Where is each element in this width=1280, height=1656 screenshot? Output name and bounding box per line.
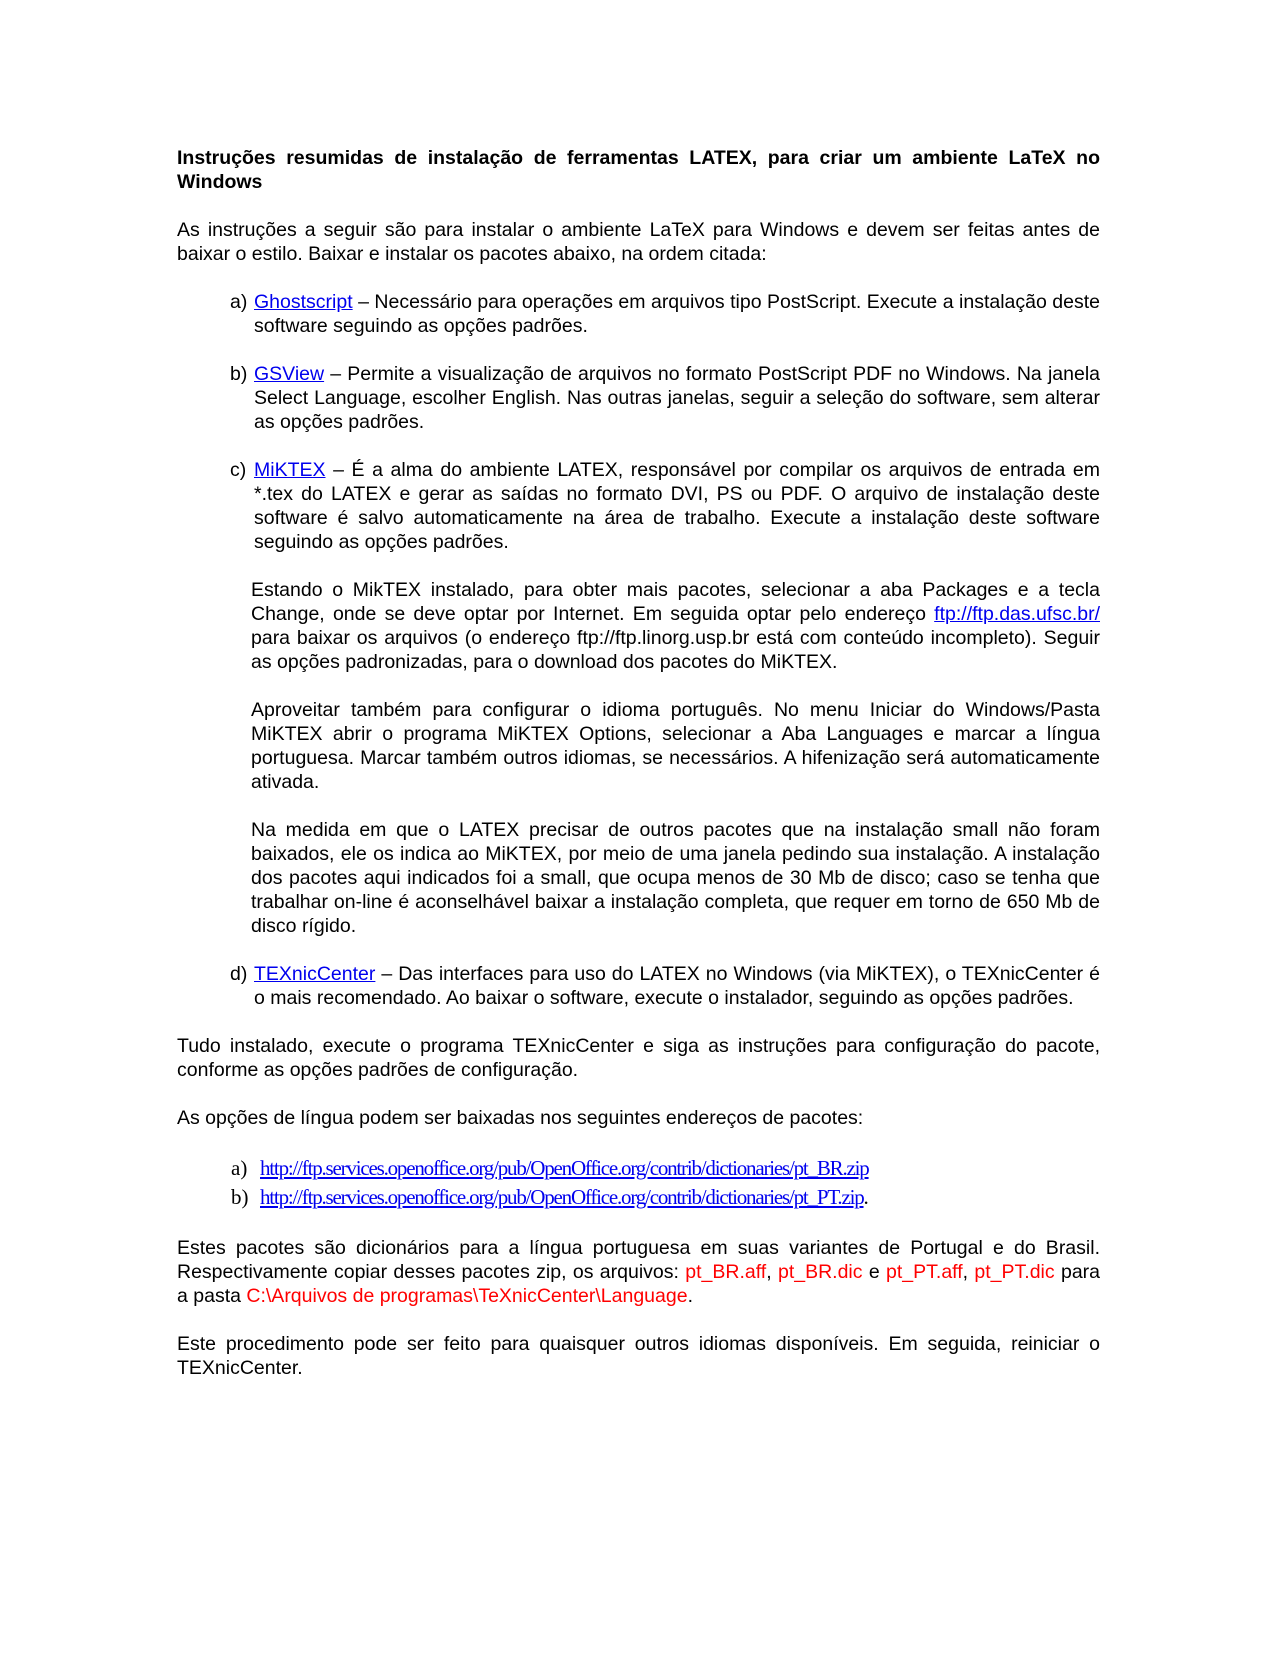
after-install-paragraph: Tudo instalado, execute o programa TEXnicCenter e siga as instruções para configuração do pacote, conforme as opções padrões de configuração. [177,1035,1100,1081]
url-list-item [177,1154,1100,1183]
url-suffix: . [863,1185,868,1209]
dictionaries-paragraph [177,1236,1100,1308]
file-pt-br-aff: pt_BR.aff [685,1261,767,1283]
pt-pt-dictionary-link[interactable]: http://ftp.services.openoffice.org/pub/OpenOffice.org/contrib/dictionaries/pt_PT.zip [260,1185,864,1209]
document-title: Instruções resumidas de instalação de ferramentas LATEX, para criar um ambiente LaTeX no Windows [177,147,1100,193]
list-item-ghostscript [177,290,1100,338]
pt-br-dictionary-link[interactable]: http://ftp.services.openoffice.org/pub/OpenOffice.org/contrib/dictionaries/pt_BR.zip [260,1156,869,1180]
texniccenter-link[interactable]: TEXnicCenter [254,963,376,985]
list-item-text: – Permite a visualização de arquivos no formato PostScript PDF no Windows. Na janela Select Language, escolher English. Nas outras janelas, seguir a seleção do software, sem alterar as opções padrões. [254,363,1100,433]
list-item-text: – Das interfaces para uso do LATEX no Windows (via MiKTEX), o TEXnicCenter é o mais recomendado. Ao baixar o software, execute o instalador, seguindo as opções padrões. [254,963,1100,1009]
miktex-small-install-paragraph: Na medida em que o LATEX precisar de outros pacotes que na instalação small não foram baixados, ele os indica ao MiKTEX, por meio de uma janela pedindo sua instalação. A instalação dos pacotes aqui indicados foi a small, que ocupa menos de 30 Mb de disco; caso se tenha que trabalhar on-line é aconselhável baixar a instalação completa, que requer em torno de 650 Mb de disco rígido. [251,819,1100,937]
list-marker: a) [231,1156,248,1180]
separator: , [766,1261,778,1283]
url-list-item [177,1183,1100,1212]
dictionary-url-list [177,1154,1100,1212]
list-marker: b) [231,1185,249,1209]
list-item-texniccenter [177,962,1100,1010]
file-pt-pt-dic: pt_PT.dic [974,1261,1055,1283]
closing-paragraph: Este procedimento pode ser feito para quaisquer outros idiomas disponíveis. Em seguida, reiniciar o TEXnicCenter. [177,1333,1100,1379]
list-item-text: – É a alma do ambiente LATEX, responsável por compilar os arquivos de entrada em *.tex do LATEX e gerar as saídas no formato DVI, PS ou PDF. O arquivo de instalação deste software é salvo automaticamente na área de trabalho. Execute a instalação deste software seguindo as opções padrões. [254,459,1100,553]
intro-paragraph: As instruções a seguir são para instalar o ambiente LaTeX para Windows e devem ser feitas antes de baixar o estilo. Baixar e instalar os pacotes abaixo, na ordem citada: [177,219,1100,265]
gsview-link[interactable]: GSView [254,363,325,385]
list-marker: d) [230,963,248,985]
file-pt-pt-aff: pt_PT.aff [886,1261,963,1283]
file-pt-br-dic: pt_BR.dic [777,1261,863,1283]
paragraph-text: Estes pacotes são dicionários para a língua portuguesa em suas variantes de Portugal e do Brasil. Respectivamente copiar desses pacotes zip, os arquivos: [177,1237,1100,1283]
list-item-text: – Necessário para operações em arquivos tipo PostScript. Execute a instalação deste software seguindo as opções padrões. [254,291,1100,337]
language-intro-paragraph: As opções de língua podem ser baixadas nos seguintes endereços de pacotes: [177,1107,864,1129]
miktex-language-paragraph: Aproveitar também para configurar o idioma português. No menu Iniciar do Windows/Pasta MiKTEX abrir o programa MiKTEX Options, selecionar a Aba Languages e marcar a língua portuguesa. Marcar também outros idiomas, se necessários. A hifenização será automaticamente ativada. [251,699,1100,793]
paragraph-text: para baixar os arquivos (o endereço ftp://ftp.linorg.usp.br está com conteúdo incompleto). Seguir as opções padronizadas, para o download dos pacotes do MiKTEX. [251,627,1100,673]
list-item-gsview [177,362,1100,434]
separator: e [862,1261,887,1283]
paragraph-text: para a pasta [177,1261,1101,1307]
miktex-packages-paragraph [177,578,1100,674]
separator: , [962,1261,975,1283]
paragraph-text: Estando o MikTEX instalado, para obter mais pacotes, selecionar a aba Packages e a tecla Change, onde se deve optar por Internet. Em seguida optar pelo endereço [251,579,1100,625]
list-item-miktex [177,458,1100,554]
list-marker: b) [230,363,248,385]
document-page [177,146,1100,1404]
language-folder-path: C:\Arquivos de programas\TeXnicCenter\Language [246,1285,688,1307]
separator: . [687,1285,693,1307]
ftp-ufsc-link[interactable]: ftp://ftp.das.ufsc.br/ [934,603,1100,625]
miktex-link[interactable]: MiKTEX [254,459,326,481]
list-marker: a) [230,291,248,313]
list-marker: c) [230,459,247,481]
ghostscript-link[interactable]: Ghostscript [254,291,353,313]
